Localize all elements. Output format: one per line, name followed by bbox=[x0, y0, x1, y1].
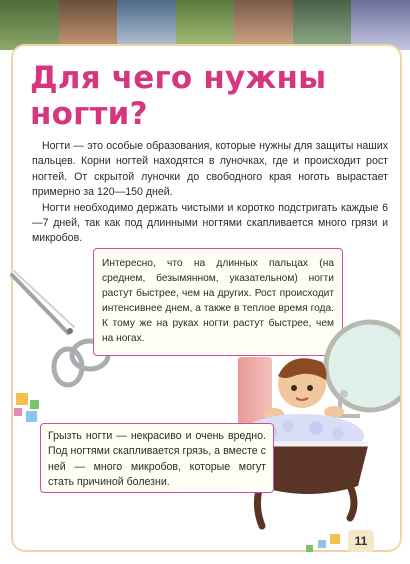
photo-children bbox=[293, 0, 352, 50]
fact-box: Интересно, что на длинных пальцах (на среднем, безымянном, указательном) ногти растут быстрее, чем на других. Рост происходит интенсивнее днем, а также в теплое время года. К тому же на руках ногти растут быстрее, чем на ногах. bbox=[93, 248, 343, 356]
photo-children bbox=[234, 0, 293, 50]
paragraph: Ногти необходимо держать чистыми и коротко подстригать каждые 6—7 дней, так как под длинными ногтями скапливается много грязи и микробов. bbox=[32, 201, 388, 245]
decor-square bbox=[14, 408, 22, 416]
decor-square bbox=[30, 400, 39, 409]
photo-children bbox=[59, 0, 118, 50]
body-text bbox=[32, 139, 388, 247]
paragraph: Ногти — это особые образования, которые нужны для защиты наших пальцев. Корни ногтей находятся в луночках, где и происходит рост ногтей. От скрытой луночки до свободного края ноготь вырастает примерно за 120—150 дней. bbox=[32, 140, 388, 199]
decor-square bbox=[26, 411, 37, 422]
photo-children bbox=[351, 0, 410, 50]
photo-strip bbox=[0, 0, 410, 50]
page-title: Для чего нужны ногти? bbox=[30, 60, 327, 132]
note-box: Грызть ногти — некрасиво и очень вредно. Под ногтями скапливается грязь, а вместе с ней — много микробов, которые могут стать причиной болезни. bbox=[40, 423, 274, 493]
page-number: 11 bbox=[348, 530, 374, 552]
photo-children bbox=[0, 0, 59, 50]
photo-children bbox=[117, 0, 176, 50]
photo-children bbox=[176, 0, 235, 50]
decor-square bbox=[306, 545, 313, 552]
